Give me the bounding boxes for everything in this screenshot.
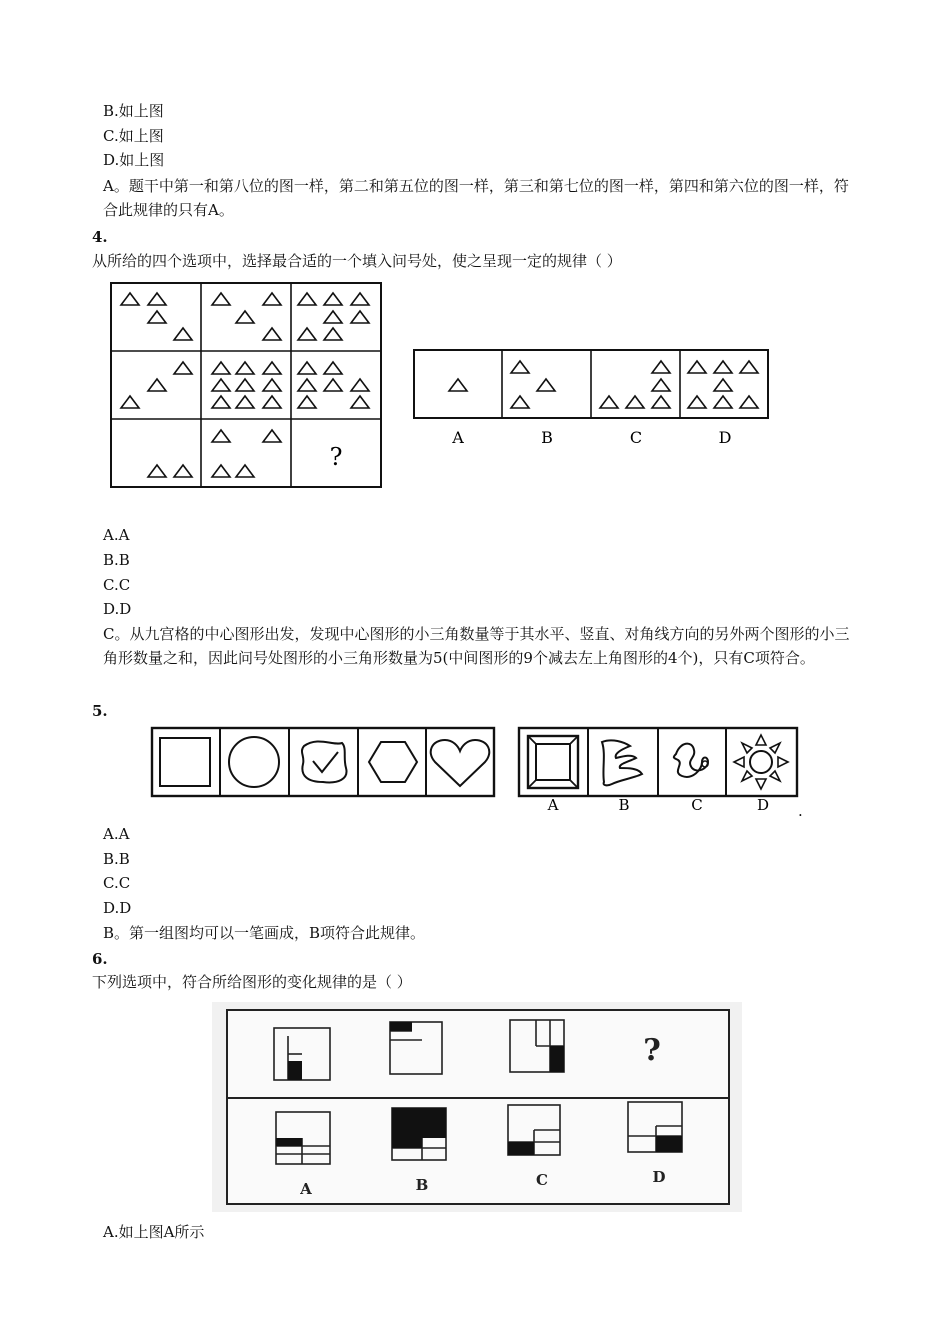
- q6-option-label-d: D: [652, 1168, 666, 1186]
- q6-number: 6.: [92, 950, 108, 968]
- q4-nine-grid-figure: [108, 280, 388, 492]
- q4-answer-explanation: C。从九宫格的中心图形出发，发现中心图形的小三角数量等于其水平、竖直、对角线方向的另外两个图形的小三角形数量之和，因此问号处图形的小三角形数量为5(中间图形的9个减去左上角图形的4个)，只有C项符合。: [103, 625, 850, 667]
- q4-option-label-b: B: [541, 428, 553, 447]
- q4-option-d: D.D: [103, 600, 132, 618]
- q5-question-figure: [148, 724, 498, 800]
- q4-option-a: A.A: [103, 526, 130, 544]
- q3-answer-explanation: A。题干中第一和第八位的图一样，第二和第五位的图一样，第三和第七位的图一样，第四和第六位的图一样，符合此规律的只有A。: [103, 177, 849, 219]
- q3-option-d: D.如上图: [103, 151, 165, 169]
- q4-option-label-a: A: [452, 428, 464, 447]
- q6-option-label-b: B: [415, 1176, 429, 1194]
- q4-grid-question-mark: ?: [329, 443, 343, 471]
- q5-options-figure: [516, 724, 804, 814]
- q5-option-d: D.D: [103, 899, 132, 917]
- q4-options-figure: [410, 345, 776, 455]
- q4-option-label-c: C: [629, 428, 643, 447]
- q6-option-a: A.如上图A所示: [103, 1223, 205, 1241]
- q5-option-label-b: B: [618, 796, 630, 814]
- q3-option-c: C.如上图: [103, 127, 164, 145]
- q4-stem: 从所给的四个选项中，选择最合适的一个填入问号处，使之呈现一定的规律（ ）: [92, 252, 622, 270]
- q6-option-label-a: A: [300, 1180, 312, 1198]
- q5-option-b: B.B: [103, 850, 130, 868]
- q5-option-a: A.A: [103, 825, 130, 843]
- q6-option-label-c: C: [536, 1171, 548, 1189]
- q6-question-mark: ?: [643, 1033, 661, 1068]
- q3-option-b: B.如上图: [103, 102, 164, 120]
- q5-option-c: C.C: [103, 874, 131, 892]
- q4-option-b: B.B: [103, 551, 130, 569]
- q5-number: 5.: [92, 702, 108, 720]
- q5-option-label-a: A: [547, 796, 559, 814]
- q4-option-c: C.C: [103, 576, 131, 594]
- q5-option-label-c: C: [691, 796, 703, 814]
- q6-stem: 下列选项中，符合所给图形的变化规律的是（ ）: [92, 973, 412, 991]
- q5-trailing-dot: .: [798, 802, 803, 820]
- q4-number: 4.: [92, 228, 108, 246]
- q5-answer-explanation: B。第一组图均可以一笔画成，B项符合此规律。: [103, 924, 426, 942]
- q4-option-label-d: D: [718, 428, 732, 447]
- q5-option-label-d: D: [756, 796, 770, 814]
- q6-figure: [212, 1002, 742, 1212]
